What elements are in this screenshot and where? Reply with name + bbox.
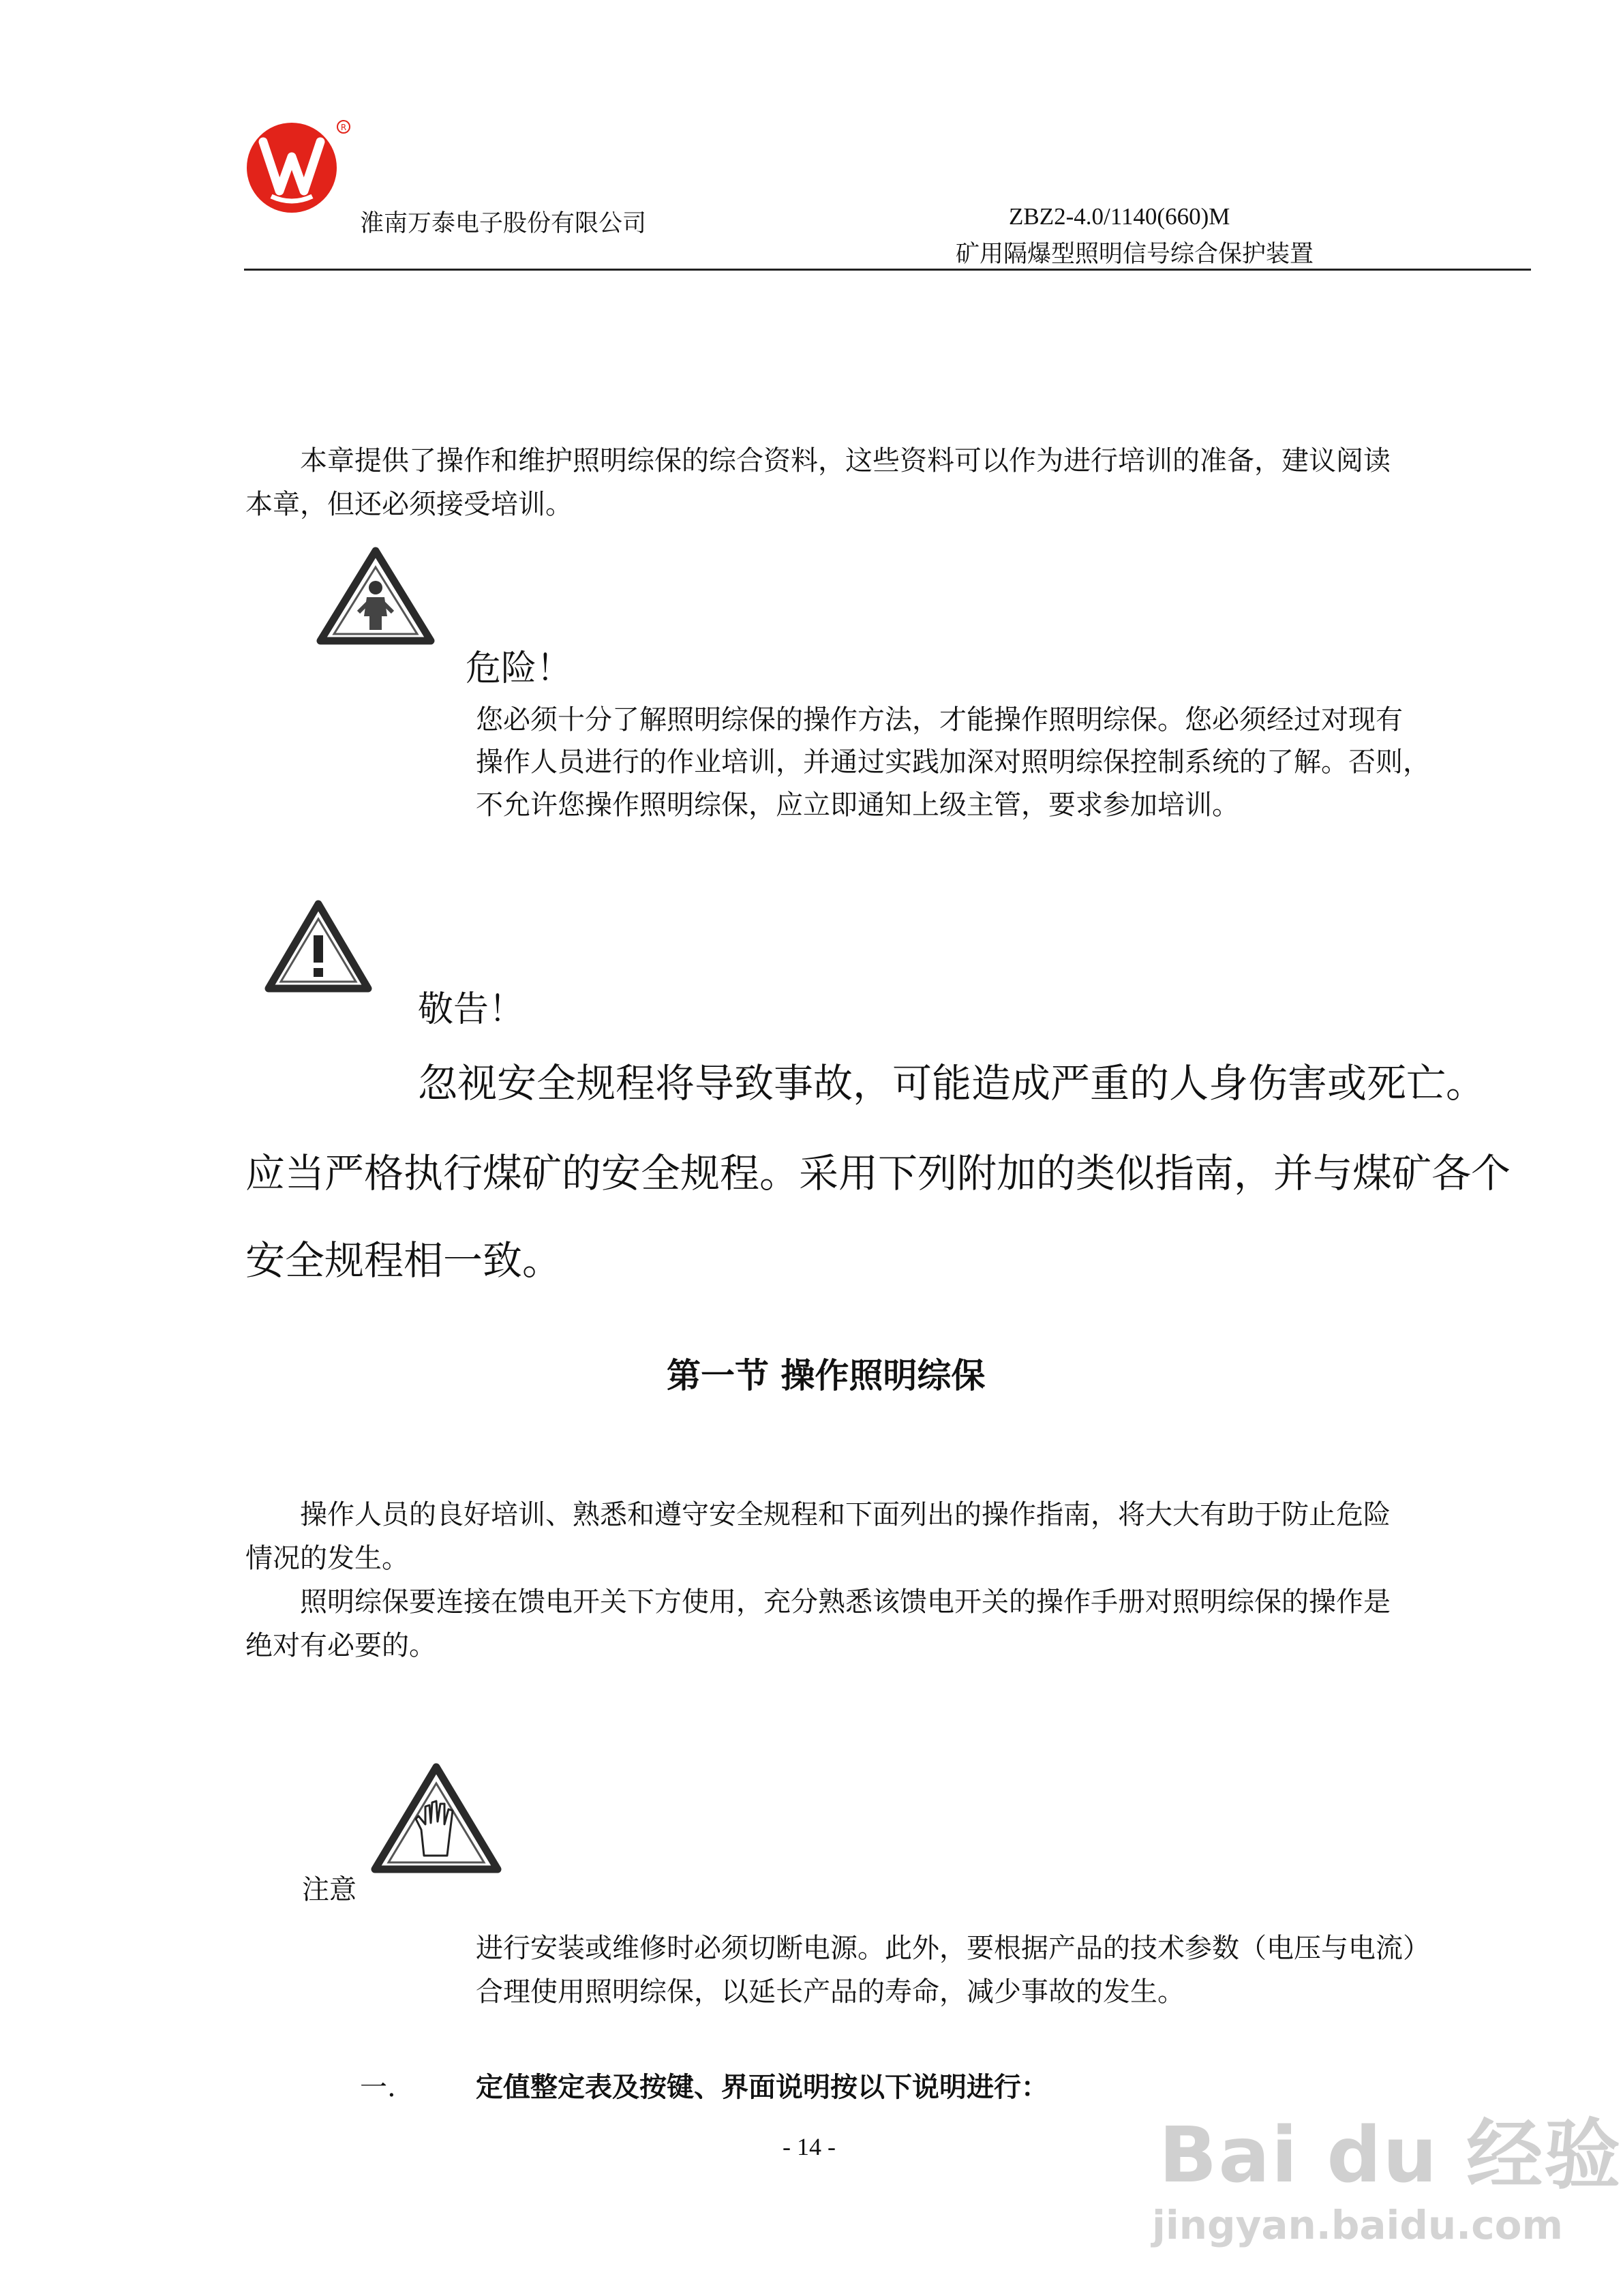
note-text-line: 合理使用照明综保，以延长产品的寿命，减少事故的发生。 xyxy=(476,1976,1185,2008)
operation-text-line: 情况的发生。 xyxy=(245,1543,409,1574)
svg-text:R: R xyxy=(340,123,347,132)
danger-text-line: 您必须十分了解照明综保的操作方法，才能操作照明综保。您必须经过对现有 xyxy=(476,704,1403,736)
warning-text-line: 应当严格执行煤矿的安全规程。采用下列附加的类似指南，并与煤矿各个 xyxy=(245,1150,1511,1196)
intro-paragraph-line: 本章，但还必须接受培训。 xyxy=(245,489,573,520)
warning-title: 敬告！ xyxy=(418,989,525,1030)
product-name: 矿用隔爆型照明信号综合保护装置 xyxy=(956,241,1314,267)
operation-text-line: 照明综保要连接在馈电开关下方使用，充分熟悉该馈电开关的操作手册对照明综保的操作是 xyxy=(300,1586,1391,1618)
warning-text-line: 忽视安全规程将导致事故，可能造成严重的人身伤害或死亡。 xyxy=(418,1060,1486,1106)
note-title: 注意 xyxy=(302,1874,357,1905)
warning-text-line: 安全规程相一致。 xyxy=(245,1237,562,1284)
danger-text-line: 操作人员进行的作业培训，并通过实践加深对照明综保控制系统的了解。否则， xyxy=(476,746,1430,778)
danger-text-line: 不允许您操作照明综保，应立即通知上级主管，要求参加培训。 xyxy=(476,789,1239,821)
operation-text-line: 操作人员的良好培训、熟悉和遵守安全规程和下面列出的操作指南，将大大有助于防止危险 xyxy=(300,1499,1391,1530)
danger-person-icon xyxy=(315,545,436,646)
exclamation-warning-icon xyxy=(263,898,374,994)
intro-paragraph-line: 本章提供了操作和维护照明综保的综合资料，这些资料可以作为进行培训的准备，建议阅读 xyxy=(300,445,1391,477)
baidu-watermark-logo: Bai du 经验 xyxy=(1159,2111,1622,2200)
operation-text-line: 绝对有必要的。 xyxy=(245,1630,436,1661)
list-item-text: 定值整定表及按键、界面说明按以下说明进行： xyxy=(476,2071,1048,2103)
stop-hand-icon xyxy=(368,1762,504,1876)
danger-title: 危险！ xyxy=(466,648,573,689)
baidu-watermark-url: jingyan.baidu.com xyxy=(1152,2202,1563,2248)
header-divider xyxy=(244,269,1531,271)
company-name: 淮南万泰电子股份有限公司 xyxy=(360,210,647,237)
section-title: 第一节 操作照明综保 xyxy=(667,1356,986,1395)
list-item-number: 一. xyxy=(360,2072,396,2103)
product-model: ZBZ2-4.0/1140(660)M xyxy=(1009,203,1230,230)
note-text-line: 进行安装或维修时必须切断电源。此外，要根据产品的技术参数（电压与电流） xyxy=(476,1933,1430,1964)
page-number: - 14 - xyxy=(783,2133,836,2160)
company-logo xyxy=(244,115,354,217)
